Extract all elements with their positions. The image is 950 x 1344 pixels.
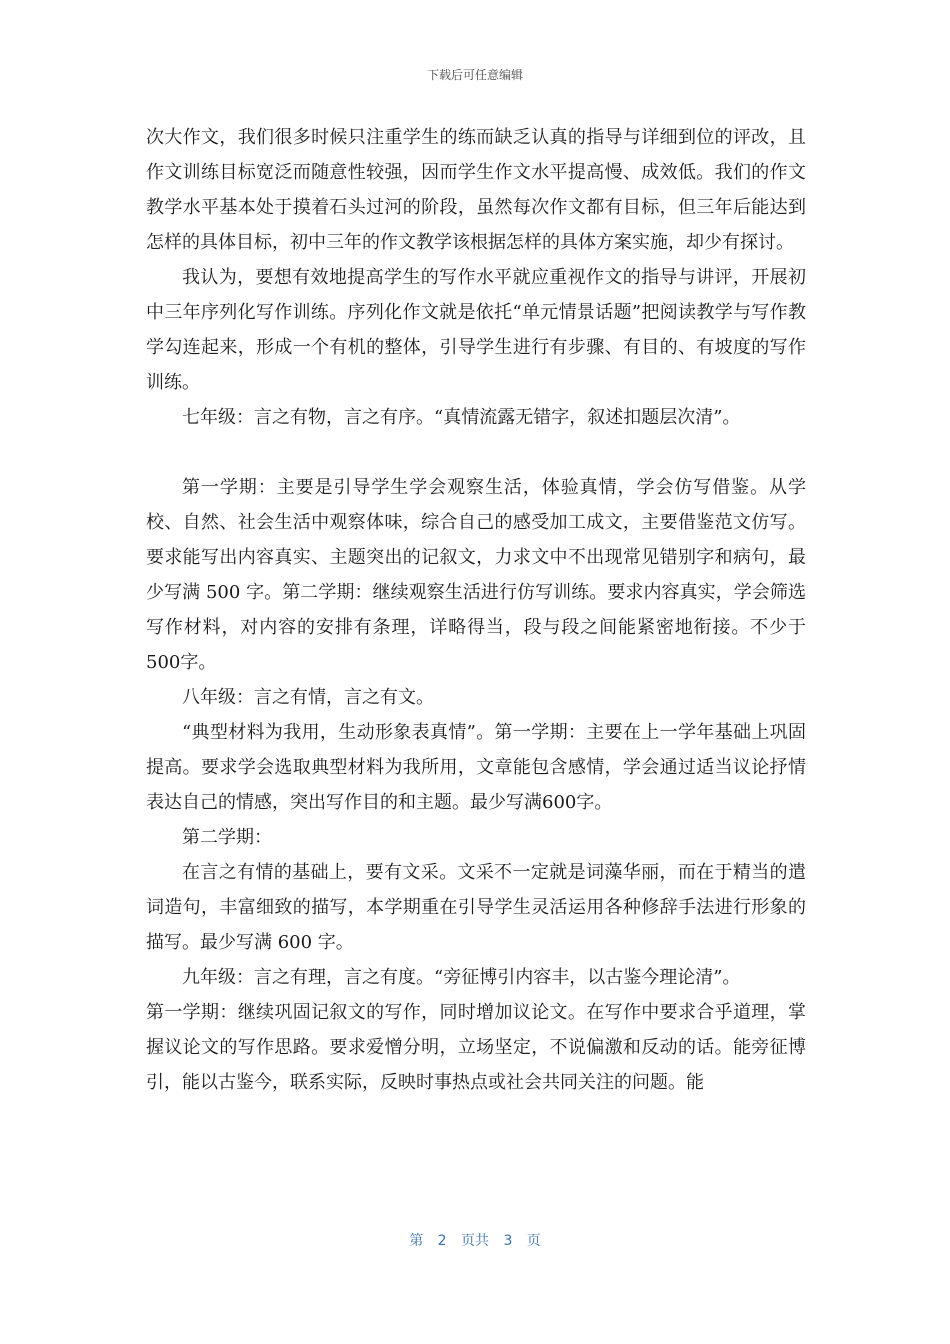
- grade8-semester1: “典型材料为我用，生动形象表真情”。第一学期：主要在上一学年基础上巩固提高。要求学会选取典型材料为我所用，文章能包含感情，学会通过适当议论抒情表达自己的情感，突出写作目的和主题。最少写满600字。: [146, 722, 806, 813]
- document-body: [146, 120, 806, 1100]
- grade7-heading: 七年级：言之有物，言之有序。“真情流露无错字，叙述扣题层次清”。: [182, 407, 741, 428]
- grade7-semesters: 第一学期：主要是引导学生学会观察生活，体验真情，学会仿写借鉴。从学校、自然、社会生活中观察体味，综合自己的感受加工成文，主要借鉴范文仿写。要求能写出内容真实、主题突出的记叙文，力求文中不出现常见错别字和病句，最少写满 500 字。第二学期：继续观察生活进行仿写训练。要求内容真实，学会筛选写作材料，对内容的安排有条理，详略得当，段与段之间能紧密地衔接。不少于500字。: [146, 477, 806, 673]
- grade8-semester2-label: 第二学期：: [182, 827, 272, 848]
- grade9-heading: 九年级：言之有理，言之有度。“旁征博引内容丰，以古鉴今理论清”。: [182, 967, 741, 988]
- page-header-note: 下载后可任意编辑: [426, 68, 523, 82]
- grade8-heading: 八年级：言之有情，言之有文。: [182, 687, 434, 708]
- page-number: 第 2 页共 3 页: [409, 1233, 541, 1249]
- paragraph-2: 我认为，要想有效地提高学生的写作水平就应重视作文的指导与讲评，开展初中三年序列化写作训练。序列化作文就是依托“单元情景话题”把阅读教学与写作教学勾连起来，形成一个有机的整体，引导学生进行有步骤、有目的、有坡度的写作训练。: [146, 267, 806, 393]
- grade9-semester1: 第一学期：继续巩固记叙文的写作，同时增加议论文。在写作中要求合乎道理，掌握议论文的写作思路。要求爱憎分明，立场坚定，不说偏激和反动的话。能旁征博引，能以古鉴今，联系实际，反映时事热点或社会共同关注的问题。能: [146, 1002, 806, 1093]
- blank-line: [146, 435, 806, 470]
- paragraph-1: 次大作文，我们很多时候只注重学生的练而缺乏认真的指导与详细到位的评改，且作文训练目标宽泛而随意性较强，因而学生作文水平提高慢、成效低。我们的作文教学水平基本处于摸着石头过河的阶段，虽然每次作文都有目标，但三年后能达到怎样的具体目标，初中三年的作文教学该根据怎样的具体方案实施，却少有探讨。: [146, 127, 806, 253]
- grade8-semester2: 在言之有情的基础上，要有文采。文采不一定就是词藻华丽，而在于精当的遣词造句，丰富细致的描写，本学期重在引导学生灵活运用各种修辞手法进行形象的描写。最少写满 600 字。: [146, 862, 806, 953]
